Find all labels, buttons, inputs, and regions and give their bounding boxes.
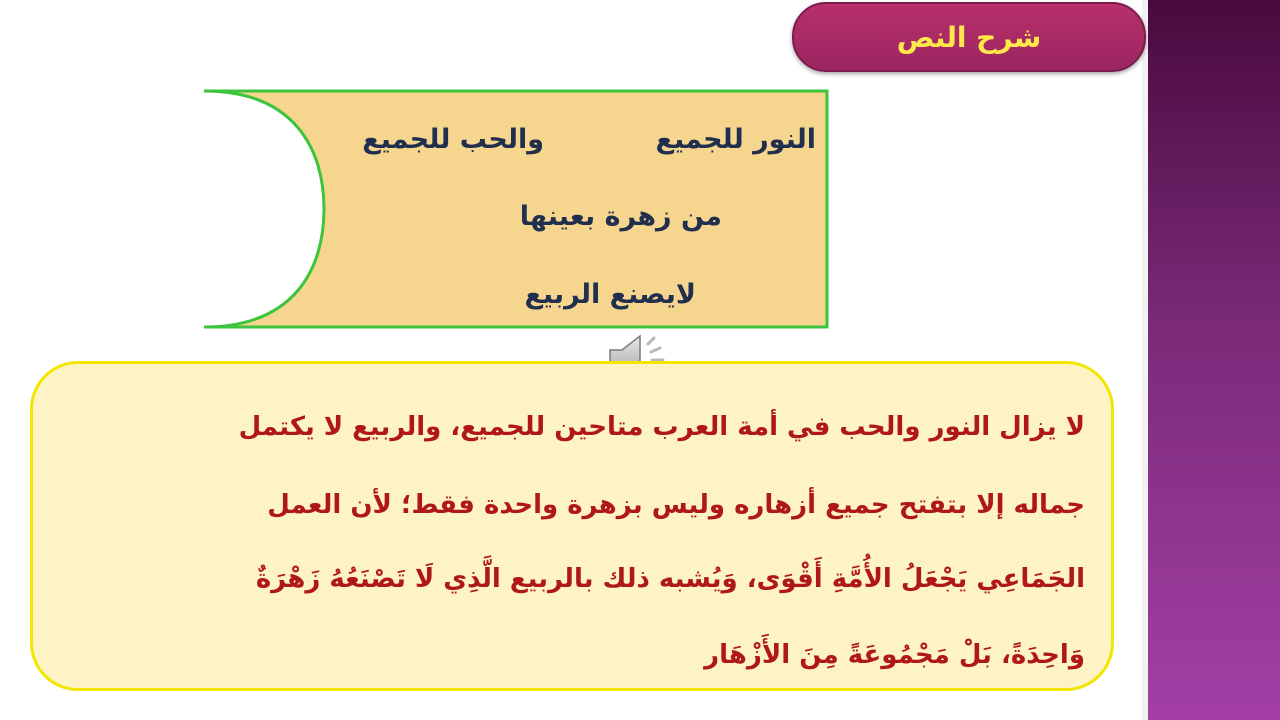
side-decoration-band [1142, 0, 1280, 720]
summary-line-2: من زهرة بعينها [519, 201, 722, 232]
summary-line-1-right: النور للجميع [655, 124, 816, 155]
slide-title: شرح النص [896, 20, 1042, 54]
summary-line-1-left: والحب للجميع [362, 124, 544, 155]
explanation-line-4: وَاحِدَةً، بَلْ مَجْمُوعَةً مِنَ الأَزْهَار [704, 640, 1085, 670]
summary-shape [200, 88, 830, 330]
explanation-line-2: جماله إلا بتفتح جميع أزهاره وليس بزهرة واحدة فقط؛ لأن العمل [267, 490, 1085, 520]
summary-line-3: لايصنع الربيع [524, 279, 696, 310]
title-banner [792, 2, 1146, 72]
explanation-line-3: الجَمَاعِي يَجْعَلُ الأُمَّةِ أَقْوَى، وَيُشبه ذلك بالربيع الَّذِي لَا تَصْنَعُهُ زَهْرَةٌ [255, 564, 1085, 594]
explanation-line-1: لا يزال النور والحب في أمة العرب متاحين للجميع، والربيع لا يكتمل [238, 412, 1085, 442]
explanation-box [30, 361, 1114, 691]
